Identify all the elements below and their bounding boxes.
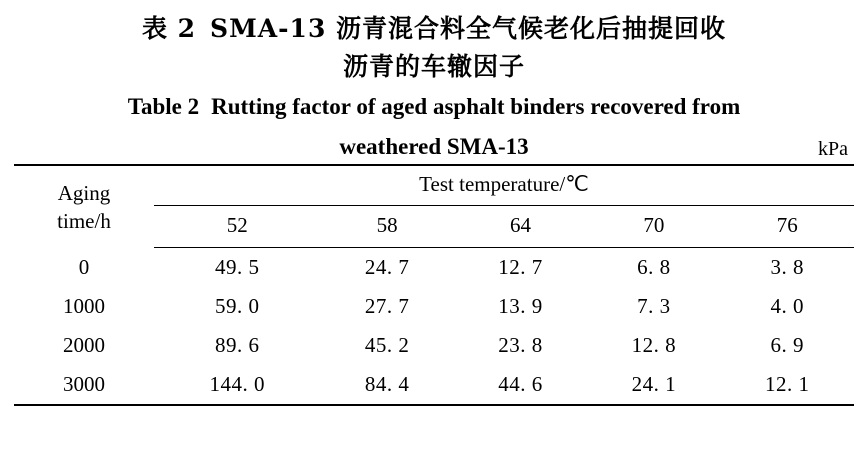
rutting-factor-table [14, 164, 854, 406]
column-header-52: 52 [154, 206, 320, 248]
cell-value: 6. 9 [770, 333, 805, 358]
cell-aging-time: 3000 [14, 365, 154, 405]
column-header-76: 76 [721, 206, 854, 248]
table-row [14, 287, 854, 326]
header-aging-time: Aging time/h [14, 165, 154, 248]
cell-value: 12. 7 [498, 255, 543, 280]
table-row [14, 326, 854, 365]
table-row [14, 248, 854, 288]
caption-chinese-label: 表 2 [141, 14, 197, 43]
cell-value: 84. 4 [320, 365, 453, 405]
cell-value: 49. 5 [214, 255, 260, 280]
cell-aging-time: 2000 [63, 333, 105, 358]
column-header-58: 58 [320, 206, 453, 248]
table-caption [12, 10, 856, 164]
cell-value: 45. 2 [364, 333, 410, 358]
header-test-temperature: Test temperature/℃ [154, 165, 854, 206]
column-header-70: 70 [587, 206, 720, 248]
cell-value: 144. 0 [154, 365, 320, 405]
cell-value: 12. 1 [721, 365, 854, 405]
cell-value: 3. 8 [770, 255, 805, 280]
cell-value: 23. 8 [498, 333, 543, 358]
table-header-group-row [14, 165, 854, 206]
cell-aging-time: 1000 [63, 294, 105, 319]
caption-english-line1 [12, 89, 856, 125]
cell-value: 4. 0 [770, 294, 805, 319]
caption-chinese-line1 [12, 10, 856, 48]
cell-value: 44. 6 [454, 365, 587, 405]
cell-value: 24. 1 [587, 365, 720, 405]
cell-value: 24. 7 [364, 255, 410, 280]
cell-value: 6. 8 [637, 255, 671, 280]
cell-value: 7. 3 [637, 294, 671, 319]
caption-chinese-line2: 沥青的车辙因子 [342, 51, 525, 81]
caption-english-text: Rutting factor of aged asphalt binders recovered from [211, 94, 741, 119]
caption-english-line2: weathered SMA-13 [339, 133, 529, 159]
cell-aging-time: 0 [78, 255, 90, 280]
cell-value: 13. 9 [498, 294, 543, 319]
cell-value: 27. 7 [364, 294, 410, 319]
cell-value: 59. 0 [214, 294, 260, 319]
table-row [14, 365, 854, 405]
cell-value: 12. 8 [631, 333, 677, 358]
cell-value: 89. 6 [214, 333, 260, 358]
column-header-64: 64 [454, 206, 587, 248]
unit-label: kPa [818, 138, 848, 161]
caption-chinese-text: SMA-13 沥青混合料全气候老化后抽提回收 [210, 14, 727, 43]
caption-english-label: Table 2 [127, 94, 200, 119]
